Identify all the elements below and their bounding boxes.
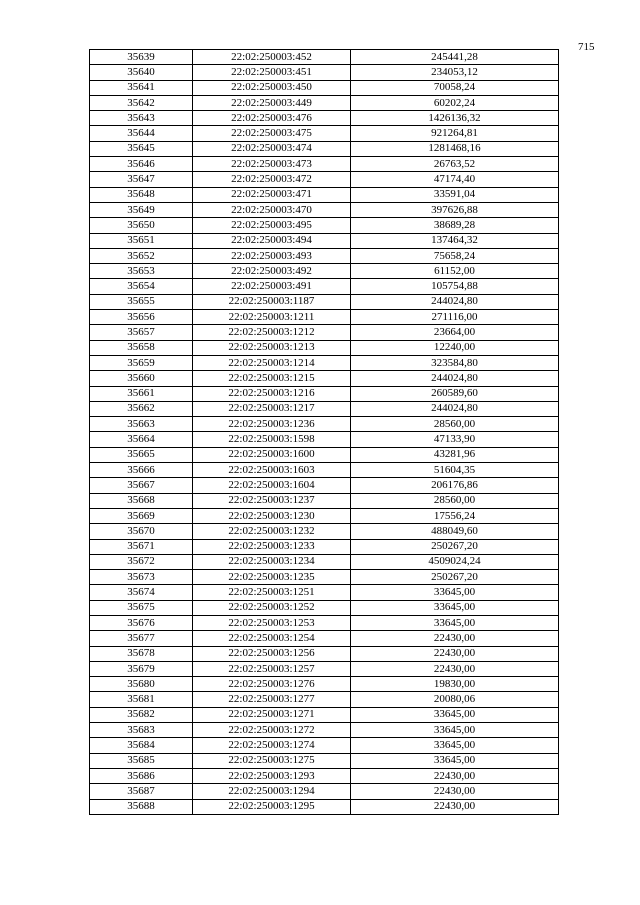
row-number-cell: 35676 bbox=[90, 615, 193, 630]
row-number-cell: 35675 bbox=[90, 600, 193, 615]
value-cell: 28560,00 bbox=[351, 417, 559, 432]
cadastral-number-cell: 22:02:250003:491 bbox=[193, 279, 351, 294]
row-number-cell: 35683 bbox=[90, 723, 193, 738]
value-cell: 250267,20 bbox=[351, 539, 559, 554]
row-number-cell: 35678 bbox=[90, 646, 193, 661]
cadastral-number-cell: 22:02:250003:1251 bbox=[193, 585, 351, 600]
cadastral-number-cell: 22:02:250003:1211 bbox=[193, 310, 351, 325]
table-row bbox=[90, 264, 559, 279]
value-cell: 33645,00 bbox=[351, 753, 559, 768]
cadastral-number-cell: 22:02:250003:1215 bbox=[193, 371, 351, 386]
cadastral-number-cell: 22:02:250003:1212 bbox=[193, 325, 351, 340]
table-row bbox=[90, 401, 559, 416]
table-row bbox=[90, 417, 559, 432]
value-cell: 47133,90 bbox=[351, 432, 559, 447]
page-number: 715 bbox=[578, 41, 595, 53]
row-number-cell: 35660 bbox=[90, 371, 193, 386]
value-cell: 22430,00 bbox=[351, 646, 559, 661]
cadastral-number-cell: 22:02:250003:1213 bbox=[193, 340, 351, 355]
table-body bbox=[90, 50, 559, 815]
cadastral-number-cell: 22:02:250003:451 bbox=[193, 65, 351, 80]
value-cell: 244024,80 bbox=[351, 401, 559, 416]
value-cell: 1281468,16 bbox=[351, 141, 559, 156]
table-row bbox=[90, 432, 559, 447]
row-number-cell: 35648 bbox=[90, 187, 193, 202]
cadastral-number-cell: 22:02:250003:1598 bbox=[193, 432, 351, 447]
cadastral-number-cell: 22:02:250003:1252 bbox=[193, 600, 351, 615]
cadastral-number-cell: 22:02:250003:471 bbox=[193, 187, 351, 202]
cadastral-number-cell: 22:02:250003:1253 bbox=[193, 615, 351, 630]
cadastral-number-cell: 22:02:250003:1237 bbox=[193, 493, 351, 508]
row-number-cell: 35679 bbox=[90, 661, 193, 676]
row-number-cell: 35673 bbox=[90, 570, 193, 585]
row-number-cell: 35668 bbox=[90, 493, 193, 508]
table-row bbox=[90, 677, 559, 692]
table-row bbox=[90, 218, 559, 233]
table-row bbox=[90, 248, 559, 263]
value-cell: 33645,00 bbox=[351, 707, 559, 722]
table-row bbox=[90, 799, 559, 814]
value-cell: 105754,88 bbox=[351, 279, 559, 294]
value-cell: 33591,04 bbox=[351, 187, 559, 202]
row-number-cell: 35649 bbox=[90, 202, 193, 217]
cadastral-number-cell: 22:02:250003:1604 bbox=[193, 478, 351, 493]
cadastral-number-cell: 22:02:250003:474 bbox=[193, 141, 351, 156]
row-number-cell: 35639 bbox=[90, 50, 193, 65]
cadastral-number-cell: 22:02:250003:1277 bbox=[193, 692, 351, 707]
row-number-cell: 35681 bbox=[90, 692, 193, 707]
value-cell: 20080,06 bbox=[351, 692, 559, 707]
table-row bbox=[90, 631, 559, 646]
cadastral-number-cell: 22:02:250003:476 bbox=[193, 111, 351, 126]
table-row bbox=[90, 784, 559, 799]
cadastral-number-cell: 22:02:250003:475 bbox=[193, 126, 351, 141]
row-number-cell: 35669 bbox=[90, 508, 193, 523]
cadastral-number-cell: 22:02:250003:1236 bbox=[193, 417, 351, 432]
row-number-cell: 35656 bbox=[90, 310, 193, 325]
table-row bbox=[90, 157, 559, 172]
value-cell: 38689,28 bbox=[351, 218, 559, 233]
row-number-cell: 35652 bbox=[90, 248, 193, 263]
value-cell: 60202,24 bbox=[351, 95, 559, 110]
value-cell: 1426136,32 bbox=[351, 111, 559, 126]
value-cell: 397626,88 bbox=[351, 202, 559, 217]
table-row bbox=[90, 539, 559, 554]
cadastral-number-cell: 22:02:250003:1235 bbox=[193, 570, 351, 585]
value-cell: 26763,52 bbox=[351, 157, 559, 172]
cadastral-number-cell: 22:02:250003:1600 bbox=[193, 447, 351, 462]
table-row bbox=[90, 768, 559, 783]
table-row bbox=[90, 65, 559, 80]
row-number-cell: 35650 bbox=[90, 218, 193, 233]
value-cell: 260589,60 bbox=[351, 386, 559, 401]
value-cell: 43281,96 bbox=[351, 447, 559, 462]
table-row bbox=[90, 325, 559, 340]
row-number-cell: 35657 bbox=[90, 325, 193, 340]
table-row bbox=[90, 95, 559, 110]
table-row bbox=[90, 80, 559, 95]
data-table bbox=[89, 49, 559, 815]
row-number-cell: 35688 bbox=[90, 799, 193, 814]
cadastral-number-cell: 22:02:250003:470 bbox=[193, 202, 351, 217]
row-number-cell: 35662 bbox=[90, 401, 193, 416]
table-row bbox=[90, 447, 559, 462]
value-cell: 19830,00 bbox=[351, 677, 559, 692]
value-cell: 33645,00 bbox=[351, 615, 559, 630]
cadastral-number-cell: 22:02:250003:1233 bbox=[193, 539, 351, 554]
value-cell: 22430,00 bbox=[351, 768, 559, 783]
table-row bbox=[90, 493, 559, 508]
row-number-cell: 35643 bbox=[90, 111, 193, 126]
row-number-cell: 35664 bbox=[90, 432, 193, 447]
cadastral-number-cell: 22:02:250003:1276 bbox=[193, 677, 351, 692]
table-row bbox=[90, 463, 559, 478]
value-cell: 33645,00 bbox=[351, 738, 559, 753]
table-row bbox=[90, 371, 559, 386]
table-row bbox=[90, 646, 559, 661]
cadastral-number-cell: 22:02:250003:449 bbox=[193, 95, 351, 110]
row-number-cell: 35659 bbox=[90, 355, 193, 370]
row-number-cell: 35666 bbox=[90, 463, 193, 478]
table-row bbox=[90, 524, 559, 539]
value-cell: 61152,00 bbox=[351, 264, 559, 279]
cadastral-number-cell: 22:02:250003:495 bbox=[193, 218, 351, 233]
table-row bbox=[90, 340, 559, 355]
value-cell: 921264,81 bbox=[351, 126, 559, 141]
cadastral-number-cell: 22:02:250003:1254 bbox=[193, 631, 351, 646]
table-row bbox=[90, 126, 559, 141]
row-number-cell: 35677 bbox=[90, 631, 193, 646]
row-number-cell: 35644 bbox=[90, 126, 193, 141]
table-row bbox=[90, 570, 559, 585]
cadastral-number-cell: 22:02:250003:452 bbox=[193, 50, 351, 65]
cadastral-number-cell: 22:02:250003:1214 bbox=[193, 355, 351, 370]
table-row bbox=[90, 111, 559, 126]
value-cell: 28560,00 bbox=[351, 493, 559, 508]
value-cell: 250267,20 bbox=[351, 570, 559, 585]
table-row bbox=[90, 202, 559, 217]
table-row bbox=[90, 187, 559, 202]
table-row bbox=[90, 692, 559, 707]
value-cell: 70058,24 bbox=[351, 80, 559, 95]
row-number-cell: 35655 bbox=[90, 294, 193, 309]
value-cell: 12240,00 bbox=[351, 340, 559, 355]
table-row bbox=[90, 310, 559, 325]
table-row bbox=[90, 600, 559, 615]
value-cell: 51604,35 bbox=[351, 463, 559, 478]
table-row bbox=[90, 50, 559, 65]
row-number-cell: 35663 bbox=[90, 417, 193, 432]
table-row bbox=[90, 753, 559, 768]
row-number-cell: 35658 bbox=[90, 340, 193, 355]
table-row bbox=[90, 661, 559, 676]
row-number-cell: 35671 bbox=[90, 539, 193, 554]
value-cell: 245441,28 bbox=[351, 50, 559, 65]
cadastral-number-cell: 22:02:250003:1274 bbox=[193, 738, 351, 753]
table-row bbox=[90, 478, 559, 493]
table-row bbox=[90, 294, 559, 309]
row-number-cell: 35672 bbox=[90, 554, 193, 569]
value-cell: 22430,00 bbox=[351, 631, 559, 646]
value-cell: 17556,24 bbox=[351, 508, 559, 523]
cadastral-number-cell: 22:02:250003:450 bbox=[193, 80, 351, 95]
cadastral-number-cell: 22:02:250003:1271 bbox=[193, 707, 351, 722]
cadastral-number-cell: 22:02:250003:1217 bbox=[193, 401, 351, 416]
cadastral-number-cell: 22:02:250003:1293 bbox=[193, 768, 351, 783]
value-cell: 137464,32 bbox=[351, 233, 559, 248]
value-cell: 234053,12 bbox=[351, 65, 559, 80]
value-cell: 271116,00 bbox=[351, 310, 559, 325]
value-cell: 33645,00 bbox=[351, 600, 559, 615]
table-row bbox=[90, 723, 559, 738]
value-cell: 488049,60 bbox=[351, 524, 559, 539]
row-number-cell: 35653 bbox=[90, 264, 193, 279]
value-cell: 22430,00 bbox=[351, 661, 559, 676]
cadastral-number-cell: 22:02:250003:1257 bbox=[193, 661, 351, 676]
cadastral-number-cell: 22:02:250003:1603 bbox=[193, 463, 351, 478]
table-row bbox=[90, 233, 559, 248]
row-number-cell: 35684 bbox=[90, 738, 193, 753]
value-cell: 244024,80 bbox=[351, 294, 559, 309]
row-number-cell: 35687 bbox=[90, 784, 193, 799]
value-cell: 206176,86 bbox=[351, 478, 559, 493]
cadastral-number-cell: 22:02:250003:1234 bbox=[193, 554, 351, 569]
table-row bbox=[90, 707, 559, 722]
table-row bbox=[90, 172, 559, 187]
table-row bbox=[90, 355, 559, 370]
row-number-cell: 35667 bbox=[90, 478, 193, 493]
value-cell: 323584,80 bbox=[351, 355, 559, 370]
table-row bbox=[90, 738, 559, 753]
row-number-cell: 35682 bbox=[90, 707, 193, 722]
row-number-cell: 35665 bbox=[90, 447, 193, 462]
table-row bbox=[90, 386, 559, 401]
table-row bbox=[90, 615, 559, 630]
row-number-cell: 35674 bbox=[90, 585, 193, 600]
row-number-cell: 35680 bbox=[90, 677, 193, 692]
row-number-cell: 35686 bbox=[90, 768, 193, 783]
value-cell: 22430,00 bbox=[351, 784, 559, 799]
table-row bbox=[90, 508, 559, 523]
value-cell: 47174,40 bbox=[351, 172, 559, 187]
row-number-cell: 35642 bbox=[90, 95, 193, 110]
value-cell: 244024,80 bbox=[351, 371, 559, 386]
cadastral-number-cell: 22:02:250003:1295 bbox=[193, 799, 351, 814]
cadastral-number-cell: 22:02:250003:1232 bbox=[193, 524, 351, 539]
row-number-cell: 35670 bbox=[90, 524, 193, 539]
value-cell: 33645,00 bbox=[351, 585, 559, 600]
row-number-cell: 35646 bbox=[90, 157, 193, 172]
row-number-cell: 35661 bbox=[90, 386, 193, 401]
cadastral-number-cell: 22:02:250003:472 bbox=[193, 172, 351, 187]
row-number-cell: 35654 bbox=[90, 279, 193, 294]
value-cell: 23664,00 bbox=[351, 325, 559, 340]
row-number-cell: 35640 bbox=[90, 65, 193, 80]
value-cell: 22430,00 bbox=[351, 799, 559, 814]
value-cell: 33645,00 bbox=[351, 723, 559, 738]
cadastral-number-cell: 22:02:250003:1275 bbox=[193, 753, 351, 768]
table-row bbox=[90, 141, 559, 156]
row-number-cell: 35647 bbox=[90, 172, 193, 187]
cadastral-number-cell: 22:02:250003:1187 bbox=[193, 294, 351, 309]
cadastral-number-cell: 22:02:250003:1230 bbox=[193, 508, 351, 523]
row-number-cell: 35685 bbox=[90, 753, 193, 768]
row-number-cell: 35645 bbox=[90, 141, 193, 156]
cadastral-number-cell: 22:02:250003:492 bbox=[193, 264, 351, 279]
table-row bbox=[90, 554, 559, 569]
table-row bbox=[90, 585, 559, 600]
table-row bbox=[90, 279, 559, 294]
cadastral-number-cell: 22:02:250003:1294 bbox=[193, 784, 351, 799]
cadastral-number-cell: 22:02:250003:1256 bbox=[193, 646, 351, 661]
value-cell: 75658,24 bbox=[351, 248, 559, 263]
cadastral-number-cell: 22:02:250003:1272 bbox=[193, 723, 351, 738]
cadastral-number-cell: 22:02:250003:493 bbox=[193, 248, 351, 263]
cadastral-number-cell: 22:02:250003:473 bbox=[193, 157, 351, 172]
cadastral-number-cell: 22:02:250003:1216 bbox=[193, 386, 351, 401]
value-cell: 4509024,24 bbox=[351, 554, 559, 569]
cadastral-number-cell: 22:02:250003:494 bbox=[193, 233, 351, 248]
row-number-cell: 35641 bbox=[90, 80, 193, 95]
row-number-cell: 35651 bbox=[90, 233, 193, 248]
